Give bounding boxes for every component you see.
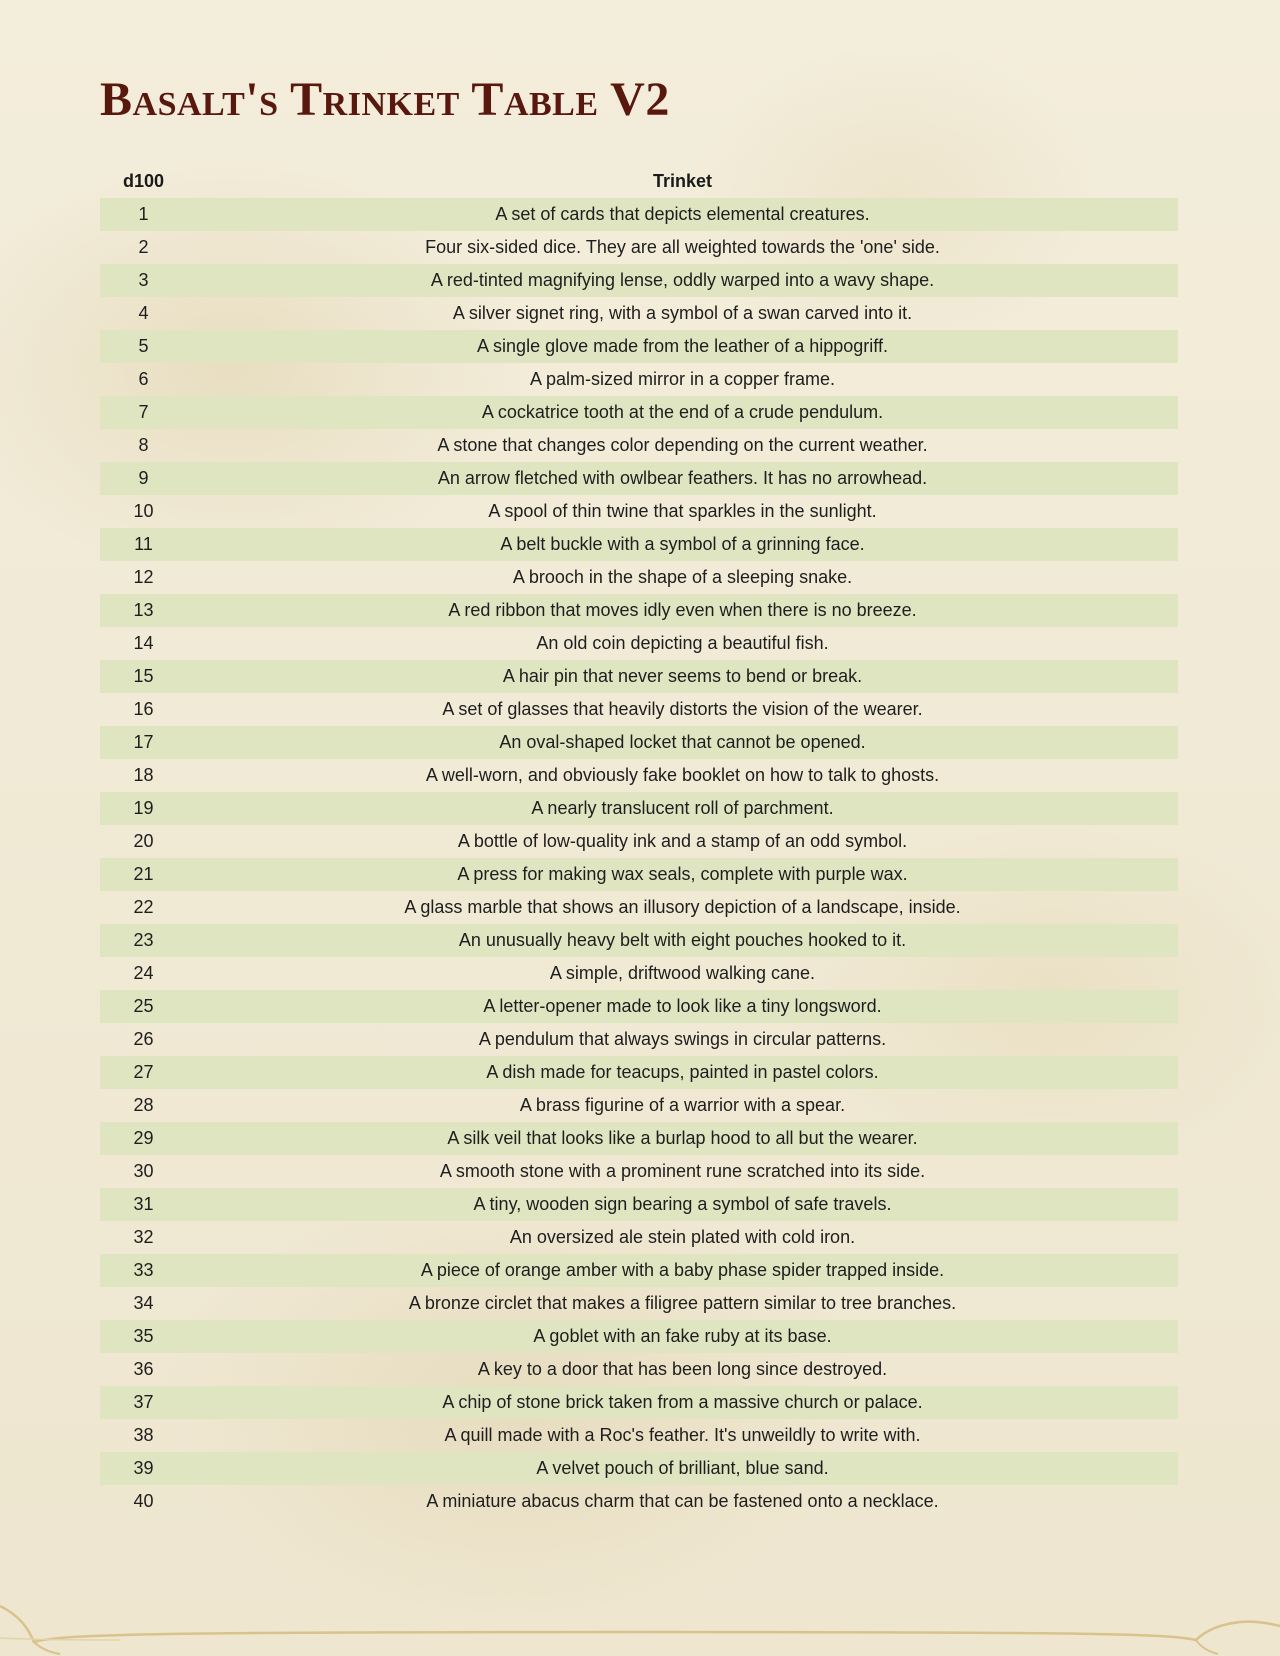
roll-cell: 25 (133, 996, 154, 1016)
table-row (100, 396, 1178, 429)
item-cell: A goblet with an fake ruby at its base. (533, 1326, 832, 1346)
header-item: Trinket (652, 171, 713, 191)
item-cell: An unusually heavy belt with eight pouches hooked to it. (458, 930, 907, 950)
roll-cell: 2 (138, 237, 149, 257)
table-row (100, 825, 1178, 858)
item-cell: A brooch in the shape of a sleeping snake. (512, 567, 853, 587)
table-row (100, 495, 1178, 528)
roll-cell: 31 (133, 1194, 154, 1214)
item-cell: A stone that changes color depending on the current weather. (437, 435, 928, 455)
roll-cell: 33 (133, 1260, 154, 1280)
table-row (100, 792, 1178, 825)
roll-cell: 23 (133, 930, 154, 950)
roll-cell: 16 (133, 699, 154, 719)
item-cell: A dish made for teacups, painted in pastel colors. (486, 1062, 879, 1082)
table-row (100, 1254, 1178, 1287)
item-cell: A smooth stone with a prominent rune scratched into its side. (439, 1161, 926, 1181)
item-cell: A key to a door that has been long since destroyed. (477, 1359, 888, 1379)
roll-cell: 7 (138, 402, 149, 422)
table-row (100, 561, 1178, 594)
table-row (100, 462, 1178, 495)
roll-cell: 8 (138, 435, 149, 455)
roll-cell: 3 (138, 270, 149, 290)
table-row (100, 1056, 1178, 1089)
item-cell: Four six-sided dice. They are all weighted towards the 'one' side. (425, 237, 940, 257)
roll-cell: 34 (133, 1293, 154, 1313)
roll-cell: 28 (133, 1095, 154, 1115)
roll-cell: 24 (133, 963, 154, 983)
roll-cell: 38 (133, 1425, 154, 1445)
roll-cell: 26 (133, 1029, 154, 1049)
item-cell: A red-tinted magnifying lense, oddly warped into a wavy shape. (430, 270, 935, 290)
item-cell: A nearly translucent roll of parchment. (531, 798, 834, 818)
table-row (100, 264, 1178, 297)
item-cell: A quill made with a Roc's feather. It's unweildly to write with. (444, 1425, 921, 1445)
table-row (100, 1419, 1178, 1452)
table-row (100, 990, 1178, 1023)
footer-ornament (0, 1576, 1280, 1656)
item-cell: An old coin depicting a beautiful fish. (536, 633, 829, 653)
item-cell: A piece of orange amber with a baby phase spider trapped inside. (420, 1260, 945, 1280)
item-cell: A hair pin that never seems to bend or break. (502, 666, 863, 686)
item-cell: A velvet pouch of brilliant, blue sand. (536, 1458, 829, 1478)
table-row (100, 528, 1178, 561)
table-row (100, 198, 1178, 231)
item-cell: A cockatrice tooth at the end of a crude pendulum. (481, 402, 884, 422)
table-row (100, 1386, 1178, 1419)
item-cell: A silver signet ring, with a symbol of a swan carved into it. (452, 303, 913, 323)
item-cell: A press for making wax seals, complete with purple wax. (457, 864, 908, 884)
table-row (100, 1122, 1178, 1155)
table-row (100, 660, 1178, 693)
roll-cell: 35 (133, 1326, 154, 1346)
roll-cell: 39 (133, 1458, 154, 1478)
item-cell: A silk veil that looks like a burlap hood to all but the wearer. (447, 1128, 918, 1148)
roll-cell: 29 (133, 1128, 154, 1148)
item-cell: A set of glasses that heavily distorts the vision of the wearer. (442, 699, 923, 719)
roll-cell: 21 (133, 864, 154, 884)
item-cell: A set of cards that depicts elemental creatures. (495, 204, 870, 224)
item-cell: A bronze circlet that makes a filigree pattern similar to tree branches. (408, 1293, 957, 1313)
roll-cell: 27 (133, 1062, 154, 1082)
table-row (100, 1023, 1178, 1056)
table-row (100, 759, 1178, 792)
table-row (100, 594, 1178, 627)
roll-cell: 19 (133, 798, 154, 818)
table-row (100, 1089, 1178, 1122)
roll-cell: 32 (133, 1227, 154, 1247)
table-header (100, 165, 1178, 198)
table-row (100, 1221, 1178, 1254)
item-cell: A chip of stone brick taken from a massive church or palace. (442, 1392, 923, 1412)
roll-cell: 6 (138, 369, 149, 389)
table-row (100, 957, 1178, 990)
item-cell: A single glove made from the leather of a hippogriff. (477, 336, 888, 356)
item-cell: A belt buckle with a symbol of a grinning face. (500, 534, 865, 554)
page-title: Basalt's Trinket Table V2 (100, 73, 670, 126)
item-cell: A miniature abacus charm that can be fastened onto a necklace. (426, 1491, 939, 1511)
roll-cell: 13 (133, 600, 154, 620)
table-row (100, 231, 1178, 264)
roll-cell: 20 (133, 831, 154, 851)
roll-cell: 12 (133, 567, 154, 587)
roll-cell: 18 (133, 765, 154, 785)
table-row (100, 1287, 1178, 1320)
item-cell: An arrow fletched with owlbear feathers. It has no arrowhead. (437, 468, 928, 488)
roll-cell: 15 (133, 666, 154, 686)
table-row (100, 1155, 1178, 1188)
table-row (100, 1188, 1178, 1221)
roll-cell: 11 (134, 534, 153, 554)
roll-cell: 14 (133, 633, 154, 653)
table-row (100, 297, 1178, 330)
table-row (100, 726, 1178, 759)
table-row (100, 429, 1178, 462)
item-cell: A bottle of low-quality ink and a stamp of an odd symbol. (457, 831, 908, 851)
item-cell: A glass marble that shows an illusory depiction of a landscape, inside. (404, 897, 961, 917)
table-row (100, 693, 1178, 726)
roll-cell: 22 (133, 897, 154, 917)
roll-cell: 1 (138, 204, 149, 224)
item-cell: A simple, driftwood walking cane. (549, 963, 816, 983)
item-cell: A palm-sized mirror in a copper frame. (529, 369, 836, 389)
trinket-table (100, 165, 1178, 1518)
table-row (100, 858, 1178, 891)
roll-cell: 17 (133, 732, 154, 752)
roll-cell: 36 (133, 1359, 154, 1379)
roll-cell: 5 (138, 336, 149, 356)
item-cell: An oval-shaped locket that cannot be opened. (499, 732, 866, 752)
table-row (100, 1452, 1178, 1485)
table-row (100, 363, 1178, 396)
item-cell: A pendulum that always swings in circular patterns. (478, 1029, 887, 1049)
roll-cell: 30 (133, 1161, 154, 1181)
item-cell: A red ribbon that moves idly even when there is no breeze. (448, 600, 917, 620)
roll-cell: 40 (133, 1491, 154, 1511)
roll-cell: 37 (133, 1392, 154, 1412)
item-cell: An oversized ale stein plated with cold iron. (509, 1227, 856, 1247)
item-cell: A tiny, wooden sign bearing a symbol of safe travels. (473, 1194, 892, 1214)
item-cell: A spool of thin twine that sparkles in the sunlight. (488, 501, 877, 521)
table-row (100, 330, 1178, 363)
table-row (100, 1485, 1178, 1518)
roll-cell: 10 (133, 501, 154, 521)
item-cell: A brass figurine of a warrior with a spear. (519, 1095, 846, 1115)
table-row (100, 891, 1178, 924)
roll-cell: 4 (138, 303, 149, 323)
table-row (100, 924, 1178, 957)
table-body (100, 198, 1178, 1518)
table-row (100, 1353, 1178, 1386)
table-row (100, 627, 1178, 660)
header-roll: d100 (122, 171, 165, 191)
item-cell: A well-worn, and obviously fake booklet on how to talk to ghosts. (425, 765, 940, 785)
item-cell: A letter-opener made to look like a tiny longsword. (483, 996, 882, 1016)
roll-cell: 9 (138, 468, 149, 488)
table-row (100, 1320, 1178, 1353)
